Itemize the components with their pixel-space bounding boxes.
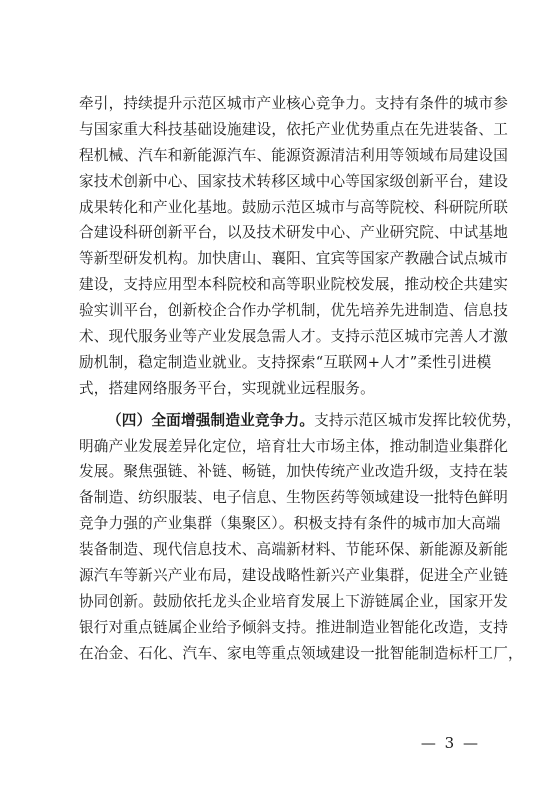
text-line: 在冶金、石化、汽车、家电等重点领域建设一批智能制造标杆工厂， (79, 644, 523, 662)
text-line: 装备制造、现代信息技术、高端新材料、节能环保、新能源及新能 (79, 541, 509, 559)
paragraph-2-first-line (79, 408, 522, 434)
page-number: — 3 — (420, 734, 480, 752)
text-line: 发展。聚焦强链、补链、畅链，加快传统产业改造升级，支持在装 (79, 463, 509, 481)
text-line: 银行对重点链属企业给予倾斜支持。推进制造业智能化改造，支持 (79, 618, 509, 636)
text-line: 家技术创新中心、国家技术转移区域中心等国家级创新平台，建设 (79, 172, 509, 190)
paragraph-1 (79, 91, 509, 402)
text-line: 程机械、汽车和新能源汽车、能源资源清洁利用等领域布局建设国 (79, 146, 509, 164)
paragraph-2 (79, 408, 523, 667)
section-heading-continuation: 支持示范区城市发挥比较优势， (314, 411, 522, 429)
text-line: 牵引，持续提升示范区城市产业核心竞争力。支持有条件的城市参 (79, 95, 509, 112)
text-line: 励机制，稳定制造业就业。支持探索“互联网+人才”柔性引进模 (79, 353, 492, 371)
text-line: 源汽车等新兴产业布局，建设战略性新兴产业集群，促进全产业链 (79, 567, 509, 585)
text-line: 验实训平台，创新校企合作办学机制，优先培养先进制造、信息技 (79, 302, 509, 320)
text-line: 与国家重大科技基础设施建设，依托产业优势重点在先进装备、工 (79, 120, 509, 138)
text-line: 协同创新。鼓励依托龙头企业培育发展上下游链属企业，国家开发 (79, 592, 509, 610)
text-line: 等新型研发机构。加快唐山、襄阳、宜宾等国家产教融合试点城市 (79, 250, 509, 268)
text-line: 成果转化和产业化基地。鼓励示范区城市与高等院校、科研院所联 (79, 198, 509, 216)
body-text (79, 91, 523, 667)
text-line: 建设，支持应用型本科院校和高等职业院校发展，推动校企共建实 (79, 276, 509, 294)
section-heading: （四）全面增强制造业竞争力。 (107, 411, 315, 429)
text-line: 明确产业发展差异化定位，培育壮大市场主体，推动制造业集群化 (79, 437, 509, 455)
text-line: 术、现代服务业等产业发展急需人才。支持示范区城市完善人才激 (79, 328, 509, 346)
text-line: 合建设科研创新平台，以及技术研发中心、产业研究院、中试基地 (79, 224, 509, 242)
text-line: 式，搭建网络服务平台，实现就业远程服务。 (79, 379, 375, 397)
text-line: 备制造、纺织服装、电子信息、生物医药等领域建设一批特色鲜明 (79, 489, 509, 507)
paragraph-2-lines (79, 434, 523, 667)
text-line: 竞争力强的产业集群（集聚区）。积极支持有条件的城市加大高端 (79, 515, 501, 533)
